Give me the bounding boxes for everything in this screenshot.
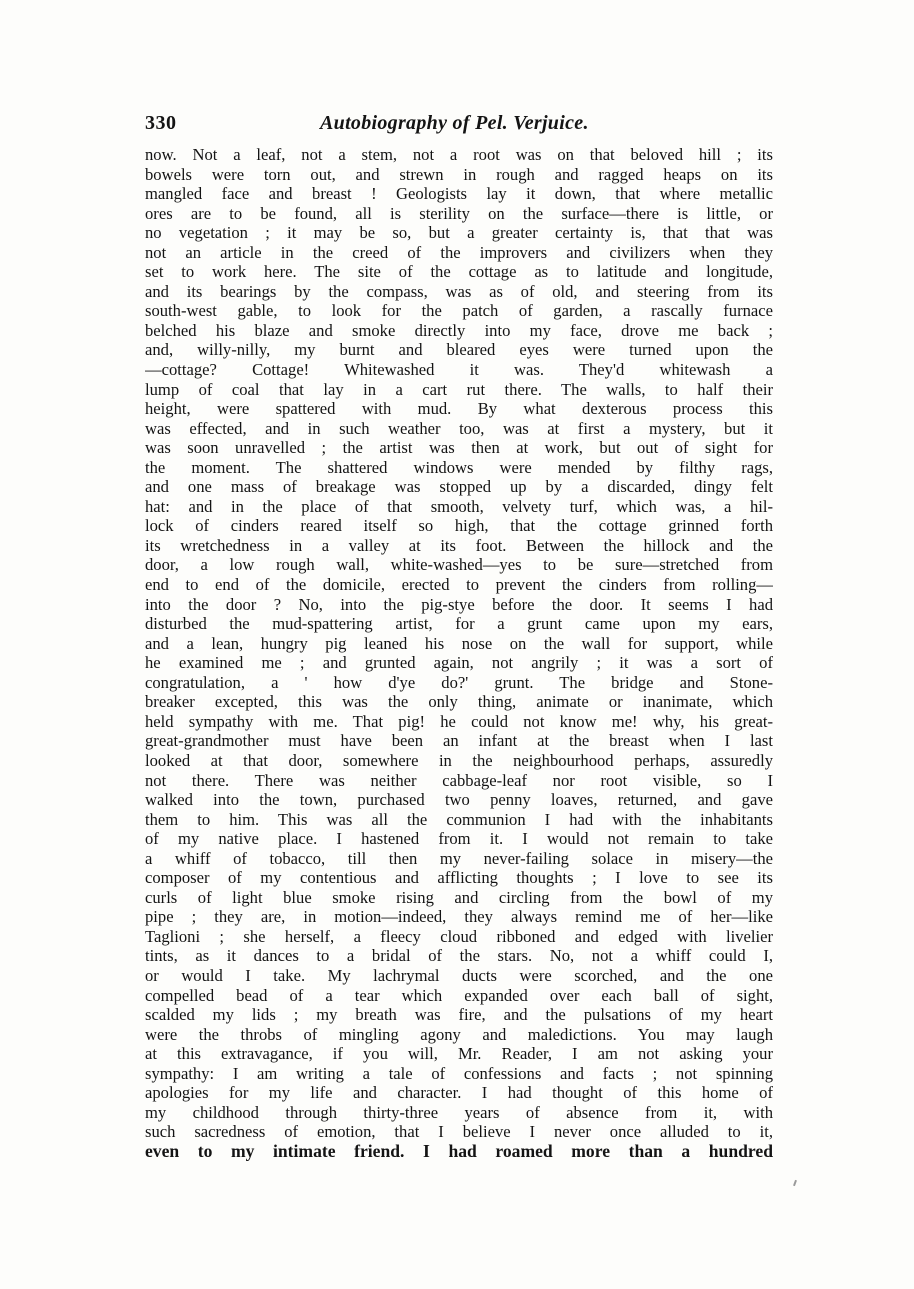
text-line: of my native place. I hastened from it. I would not remain to take (145, 829, 773, 849)
text-line: great-grandmother must have been an infant at the breast when I last (145, 731, 773, 751)
text-line: was soon unravelled ; the artist was then at work, but out of sight for (145, 438, 773, 458)
text-line: curls of light blue smoke rising and circling from the bowl of my (145, 887, 773, 907)
text-line: sympathy: I am writing a tale of confessions and facts ; not spinning (145, 1063, 773, 1083)
text-line: belched his blaze and smoke directly into my face, drove me back ; (145, 320, 773, 340)
text-line: such sacredness of emotion, that I believe I never once alluded to it, (145, 1122, 773, 1142)
text-line: into the door ? No, into the pig-stye before the door. It seems I had (145, 594, 773, 614)
text-line: pipe ; they are, in motion—indeed, they always remind me of her—like (145, 907, 773, 927)
text-line: door, a low rough wall, white-washed—yes to be sure—stretched from (145, 555, 773, 575)
text-line: my childhood through thirty-three years of absence from it, with (145, 1102, 773, 1122)
text-line: the moment. The shattered windows were mended by filthy rags, (145, 457, 773, 477)
text-line: not an article in the creed of the improvers and civilizers when they (145, 242, 773, 262)
text-line: disturbed the mud-spattering artist, for a grunt came upon my ears, (145, 614, 773, 634)
text-line: bowels were torn out, and strewn in rough and ragged heaps on its (145, 164, 773, 184)
text-line: and a lean, hungry pig leaned his nose on the wall for support, while (145, 633, 773, 653)
text-line: not there. There was neither cabbage-leaf nor root visible, so I (145, 770, 773, 790)
text-line: and its bearings by the compass, was as of old, and steering from its (145, 281, 773, 301)
text-line: them to him. This was all the communion I had with the inhabitants (145, 809, 773, 829)
text-line: and, willy-nilly, my burnt and bleared eyes were turned upon the (145, 340, 773, 360)
text-line: held sympathy with me. That pig! he could not know me! why, his great- (145, 711, 773, 731)
text-line: was effected, and in such weather too, was at first a mystery, but it (145, 418, 773, 438)
text-line: looked at that door, somewhere in the neighbourhood perhaps, assuredly (145, 750, 773, 770)
text-line: mangled face and breast ! Geologists lay it down, that where metallic (145, 184, 773, 204)
text-line: apologies for my life and character. I had thought of this home of (145, 1083, 773, 1103)
text-line: even to my intimate friend. I had roamed more than a hundred (145, 1141, 773, 1161)
running-head (145, 112, 773, 142)
text-line: or would I take. My lachrymal ducts were scorched, and the one (145, 965, 773, 985)
text-line: he examined me ; and grunted again, not angrily ; it was a sort of (145, 653, 773, 673)
text-line: were the throbs of mingling agony and maledictions. You may laugh (145, 1024, 773, 1044)
paper-speck (793, 1180, 797, 1186)
text-line: scalded my lids ; my breath was fire, and the pulsations of my heart (145, 1005, 773, 1025)
text-line: lump of coal that lay in a cart rut there. The walls, to half their (145, 379, 773, 399)
text-line: no vegetation ; it may be so, but a greater certainty is, that that was (145, 223, 773, 243)
page-number: 330 (145, 112, 177, 134)
text-line: a whiff of tobacco, till then my never-failing solace in misery—the (145, 848, 773, 868)
text-line: and one mass of breakage was stopped up by a discarded, dingy felt (145, 477, 773, 497)
text-line: set to work here. The site of the cottage as to latitude and longitude, (145, 262, 773, 282)
running-title: Autobiography of Pel. Verjuice. (320, 112, 589, 134)
body-text (145, 145, 773, 1161)
text-line: hat: and in the place of that smooth, velvety turf, which was, a hil- (145, 496, 773, 516)
text-line: congratulation, a ' how d'ye do?' grunt. The bridge and Stone- (145, 672, 773, 692)
text-line: ores are to be found, all is sterility on the surface—there is little, or (145, 203, 773, 223)
text-line: Taglioni ; she herself, a fleecy cloud ribboned and edged with livelier (145, 926, 773, 946)
text-line: walked into the town, purchased two penny loaves, returned, and gave (145, 790, 773, 810)
text-line: composer of my contentious and afflicting thoughts ; I love to see its (145, 868, 773, 888)
text-line: compelled bead of a tear which expanded over each ball of sight, (145, 985, 773, 1005)
text-line: end to end of the domicile, erected to prevent the cinders from rolling— (145, 575, 773, 595)
text-line: its wretchedness in a valley at its foot. Between the hillock and the (145, 535, 773, 555)
text-line: at this extravagance, if you will, Mr. Reader, I am not asking your (145, 1044, 773, 1064)
text-line: lock of cinders reared itself so high, that the cottage grinned forth (145, 516, 773, 536)
text-line: height, were spattered with mud. By what dexterous process this (145, 399, 773, 419)
text-line: breaker excepted, this was the only thing, animate or inanimate, which (145, 692, 773, 712)
text-line: south-west gable, to look for the patch of garden, a rascally furnace (145, 301, 773, 321)
text-line: now. Not a leaf, not a stem, not a root was on that beloved hill ; its (145, 145, 773, 164)
text-line: tints, as it dances to a bridal of the stars. No, not a whiff could I, (145, 946, 773, 966)
text-line: —cottage? Cottage! Whitewashed it was. They'd whitewash a (145, 360, 773, 380)
